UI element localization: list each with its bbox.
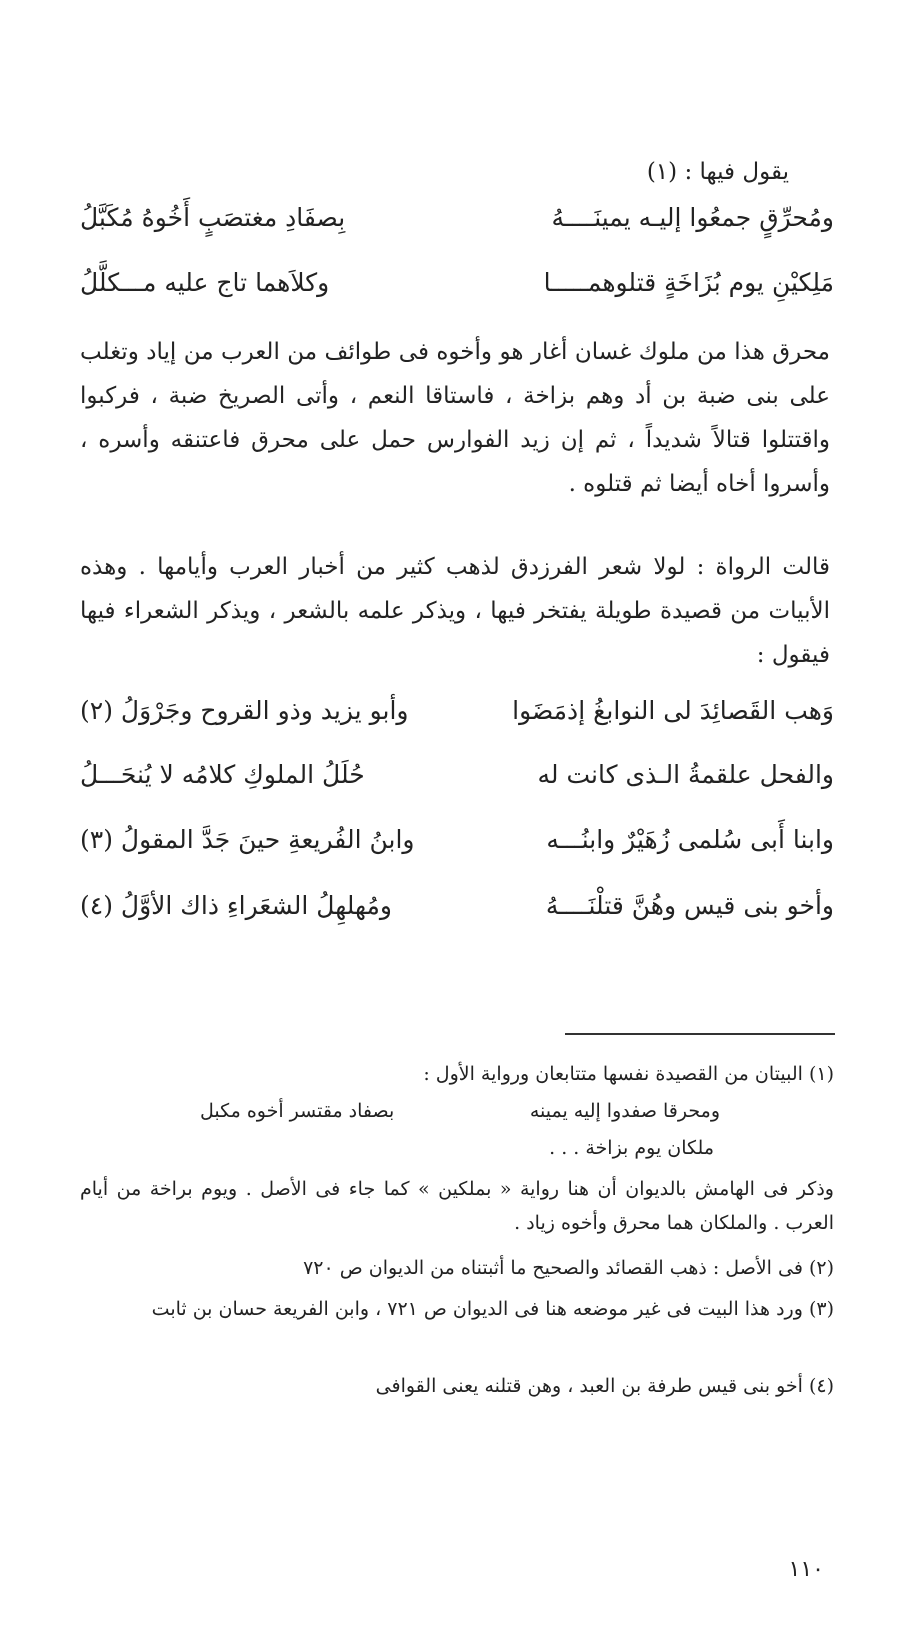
footnote-2: (٢) فى الأصل : ذهب القصائد والصحيح ما أثبتناه من الديوان ص ٧٢٠	[303, 1257, 834, 1279]
footnote-4: (٤) أخو بنى قيس طرفة بن العبد ، وهن قتلنه يعنى القوافى	[375, 1375, 834, 1397]
verse-couplet	[80, 757, 834, 793]
first-hemistich: ومُحرِّقٍ جمعُوا إليـه يمينَــــهُ	[551, 203, 834, 232]
footnote-divider	[565, 1033, 835, 1035]
verse-couplet	[80, 265, 834, 301]
second-hemistich: بِصفَادِ مغتصَبٍ أَخُوهُ مُكَبَّلُ	[80, 203, 346, 232]
commentary-paragraph: محرق هذا من ملوك غسان أغار هو وأخوه فى طوائف من العرب من إياد وتغلب على بنى ضبة بن أد وهم بزاخة ، فاستاقا النعم ، وأتى الصريخ ضبة ، فركبوا واقتتلوا قتالاً شديداً ، ثم إن زيد الفوارس حمل على محرق فاعتنقه وأسره ، وأسروا أخاه أيضا ثم قتلوه .	[80, 339, 830, 497]
verse-couplet	[80, 888, 834, 924]
footnote-1-heading: (١) البيتان من القصيدة نفسها متتابعان ورواية الأول :	[423, 1063, 834, 1085]
second-hemistich: وكلاَهما تاج عليه مـــكلَّلُ	[80, 268, 330, 297]
first-hemistich: وأخو بنى قيس وهُنَّ قتلْنَــــهُ	[545, 891, 834, 920]
second-hemistich: وابنُ الفُريعةِ حينَ جَدَّ المقولُ (٣)	[80, 825, 415, 854]
footnote-1-verse	[200, 1095, 720, 1127]
second-hemistich: وأبو يزيد وذو القروح وجَرْوَلُ (٢)	[80, 696, 409, 725]
footnote-3: (٣) ورد هذا البيت فى غير موضعه هنا فى الديوان ص ٧٢١ ، وابن الفريعة حسان بن ثابت	[151, 1298, 834, 1320]
verse-couplet	[80, 200, 834, 236]
second-hemistich: ومُهلهِلُ الشعَراءِ ذاك الأوَّلُ (٤)	[80, 891, 393, 920]
first-hemistich: وابنا أَبى سُلمى زُهَيْرٌ وابنُـــه	[546, 825, 834, 854]
second-hemistich: بصفاد مقتسر أخوه مكبل	[200, 1100, 395, 1122]
page-number: ١١٠	[788, 1557, 824, 1582]
verse-intro: يقول فيها : (١)	[646, 159, 789, 185]
first-hemistich: ومحرقا صفدوا إليه يمينه	[529, 1100, 720, 1122]
first-hemistich: والفحل علقمةُ الـذى كانت له	[537, 760, 834, 789]
first-hemistich: وَهب القَصائِدَ لى النوابغُ إذمَضَوا	[512, 696, 834, 725]
first-hemistich: مَلِكيْنِ يوم بُزَاخَةٍ قتلوهمـــــا	[543, 268, 834, 297]
verse-couplet	[80, 822, 834, 858]
commentary-paragraph: قالت الرواة : لولا شعر الفرزدق لذهب كثير من أخبار العرب وأيامها . وهذه الأبيات من قصيدة طويلة يفتخر فيها ، ويذكر علمه بالشعر ، ويذكر الشعراء فيها فيقول :	[80, 554, 830, 668]
verse-couplet	[80, 693, 834, 729]
footnote-1-paragraph: وذكر فى الهامش بالديوان أن هنا رواية « بملكين » كما جاء فى الأصل . ويوم براخة من أيام العرب . والملكان هما محرق وأخوه زياد .	[80, 1178, 834, 1234]
second-hemistich: حُلَلُ الملوكِ كلامُه لا يُنحَـــلُ	[80, 760, 365, 789]
footnote-1-line: ملكان يوم بزاخة . . .	[549, 1137, 714, 1159]
